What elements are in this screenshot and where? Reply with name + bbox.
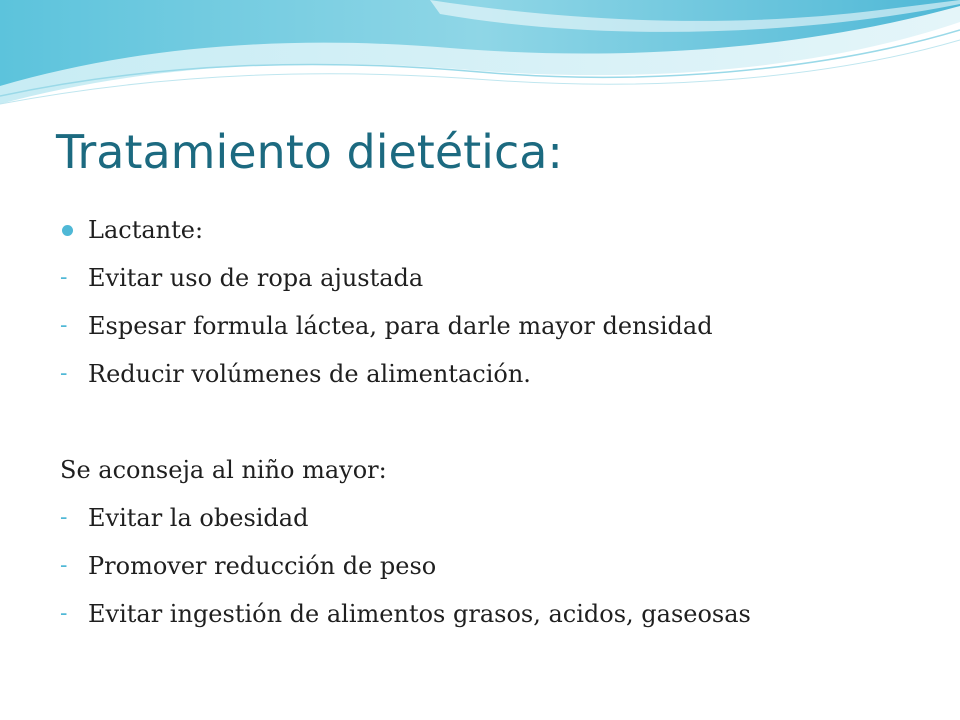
lactante-item <box>60 302 940 350</box>
lactante-item <box>60 350 940 398</box>
mayor-item-text: Evitar ingestión de alimentos grasos, acidos, gaseosas <box>88 600 751 628</box>
mayor-item <box>60 590 940 638</box>
lactante-heading: Lactante: <box>88 216 204 244</box>
lactante-item-text: Evitar uso de ropa ajustada <box>88 264 424 292</box>
dash-icon: - <box>60 601 68 626</box>
bullet-dot-icon <box>60 206 88 254</box>
dash-icon: - <box>60 265 68 290</box>
dash-icon: - <box>60 313 68 338</box>
mayor-item-text: Promover reducción de peso <box>88 552 437 580</box>
dash-icon: - <box>60 505 68 530</box>
wave-header-decoration <box>0 0 960 120</box>
mayor-item <box>60 542 940 590</box>
lactante-item-text: Reducir volúmenes de alimentación. <box>88 360 531 388</box>
lactante-item <box>60 254 940 302</box>
slide-body <box>60 206 940 638</box>
spacer <box>60 398 940 446</box>
dash-icon: - <box>60 361 68 386</box>
mayor-heading: Se aconseja al niño mayor: <box>60 456 387 484</box>
mayor-heading-line <box>60 446 940 494</box>
lactante-bullet <box>60 206 940 254</box>
mayor-item <box>60 494 940 542</box>
slide-title: Tratamiento dietética: <box>56 125 563 179</box>
mayor-item-text: Evitar la obesidad <box>88 504 309 532</box>
dash-icon: - <box>60 553 68 578</box>
lactante-item-text: Espesar formula láctea, para darle mayor densidad <box>88 312 713 340</box>
